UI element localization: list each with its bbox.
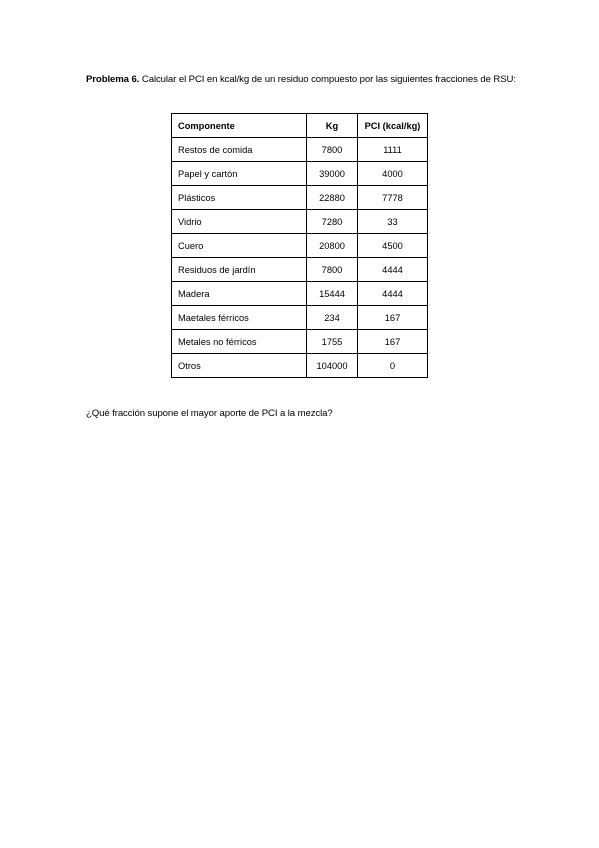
header-kg: Kg <box>307 114 358 138</box>
cell-componente: Restos de comida <box>172 138 307 162</box>
cell-componente: Maetales férricos <box>172 306 307 330</box>
table-row <box>172 282 428 306</box>
cell-pci: 167 <box>358 330 428 354</box>
table-row <box>172 186 428 210</box>
question-text: ¿Qué fracción supone el mayor aporte de PCI a la mezcla? <box>86 408 333 419</box>
cell-kg: 7800 <box>307 258 358 282</box>
cell-kg: 1755 <box>307 330 358 354</box>
cell-pci: 33 <box>358 210 428 234</box>
table-row <box>172 330 428 354</box>
problem-statement <box>86 70 526 89</box>
table-row <box>172 210 428 234</box>
cell-kg: 39000 <box>307 162 358 186</box>
cell-componente: Plásticos <box>172 186 307 210</box>
cell-pci: 4000 <box>358 162 428 186</box>
cell-kg: 15444 <box>307 282 358 306</box>
cell-pci: 1111 <box>358 138 428 162</box>
table-row <box>172 234 428 258</box>
cell-componente: Metales no férricos <box>172 330 307 354</box>
cell-pci: 4444 <box>358 258 428 282</box>
cell-kg: 22880 <box>307 186 358 210</box>
cell-componente: Residuos de jardín <box>172 258 307 282</box>
table-header-row <box>172 114 428 138</box>
cell-componente: Papel y cartón <box>172 162 307 186</box>
cell-componente: Cuero <box>172 234 307 258</box>
table-row <box>172 258 428 282</box>
cell-pci: 7778 <box>358 186 428 210</box>
cell-pci: 4500 <box>358 234 428 258</box>
cell-kg: 234 <box>307 306 358 330</box>
cell-pci: 4444 <box>358 282 428 306</box>
header-componente: Componente <box>172 114 307 138</box>
problem-text: Calcular el PCI en kcal/kg de un residuo compuesto por las siguientes fracciones de RSU: <box>141 74 516 85</box>
header-pci: PCI (kcal/kg) <box>358 114 428 138</box>
cell-kg: 7280 <box>307 210 358 234</box>
table-row <box>172 354 428 378</box>
table-row <box>172 306 428 330</box>
table-row <box>172 162 428 186</box>
cell-kg: 7800 <box>307 138 358 162</box>
cell-componente: Madera <box>172 282 307 306</box>
cell-componente: Vidrio <box>172 210 307 234</box>
cell-kg: 20800 <box>307 234 358 258</box>
cell-componente: Otros <box>172 354 307 378</box>
cell-pci: 0 <box>358 354 428 378</box>
table-row <box>172 138 428 162</box>
cell-kg: 104000 <box>307 354 358 378</box>
rsu-fractions-table <box>171 113 428 378</box>
cell-pci: 167 <box>358 306 428 330</box>
problem-label: Problema 6. <box>86 74 140 85</box>
